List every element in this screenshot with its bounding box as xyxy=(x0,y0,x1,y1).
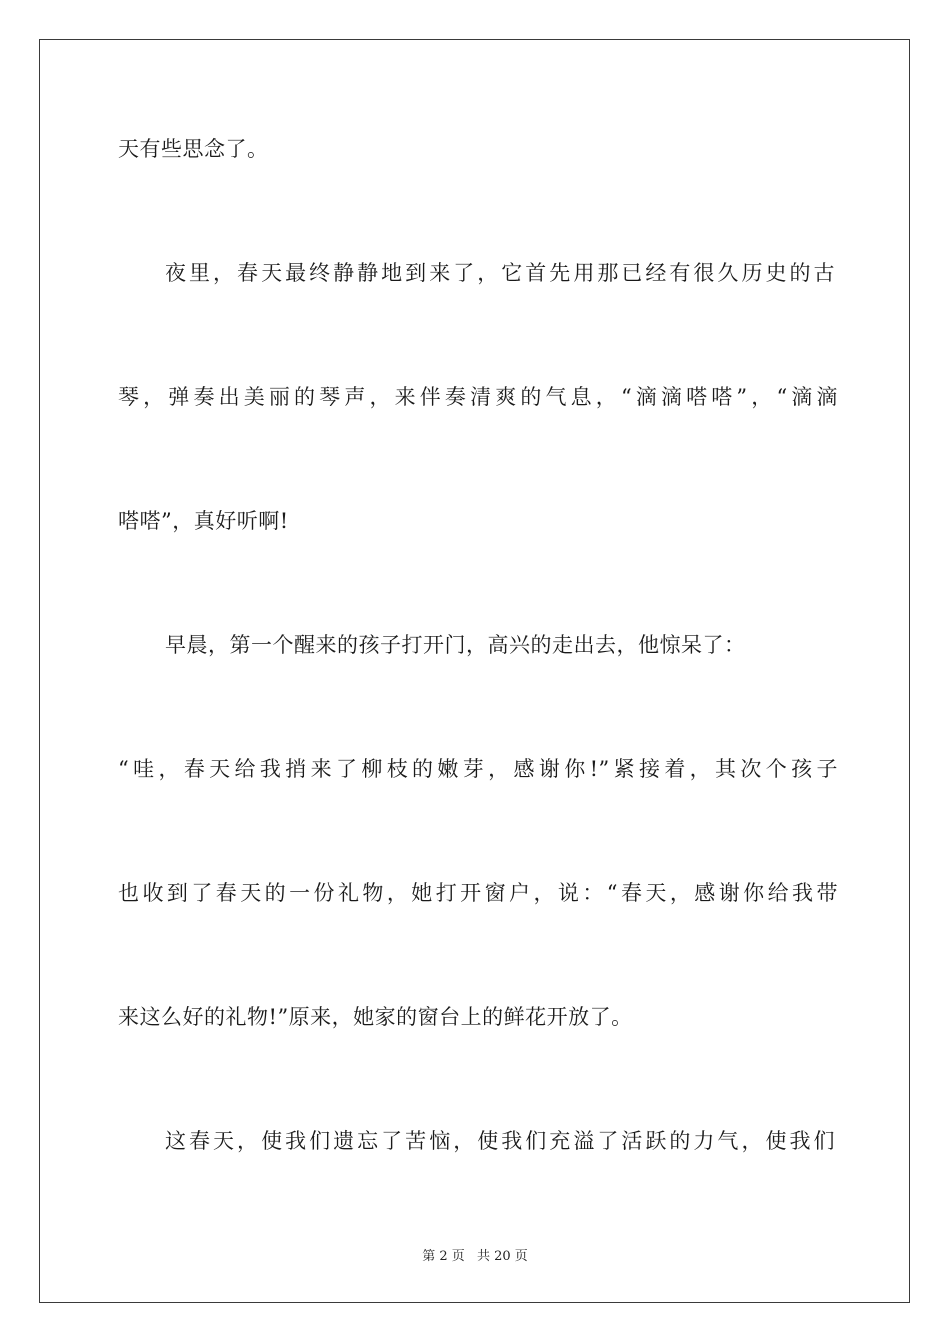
paragraph-line: 来这么好的礼物!”原来，她家的窗台上的鲜花开放了。 xyxy=(118,1005,633,1029)
paragraph-line: 琴，弹奏出美丽的琴声，来伴奏清爽的气息，“滴滴嗒嗒”，“滴滴 xyxy=(118,385,838,409)
paragraph-line: “哇，春天给我捎来了柳枝的嫩芽，感谢你!”紧接着，其次个孩子 xyxy=(118,757,838,781)
paragraph-line: 夜里，春天最终静静地到来了，它首先用那已经有很久历史的古 xyxy=(165,261,835,285)
paragraph-line: 嗒嗒”，真好听啊! xyxy=(118,509,289,533)
page-footer xyxy=(0,1249,950,1265)
page-total: 共 20 页 xyxy=(476,1249,528,1264)
paragraph-line: 早晨，第一个醒来的孩子打开门，高兴的走出去，他惊呆了： xyxy=(165,633,746,657)
paragraph-line: 也收到了春天的一份礼物，她打开窗户，说：“春天，感谢你给我带 xyxy=(118,881,838,905)
paragraph-line: 这春天，使我们遗忘了苦恼，使我们充溢了活跃的力气，使我们 xyxy=(165,1129,835,1153)
page-border xyxy=(39,39,910,1303)
paragraph-line: 天有些思念了。 xyxy=(118,137,269,161)
page-number: 第 2 页 xyxy=(422,1249,465,1264)
